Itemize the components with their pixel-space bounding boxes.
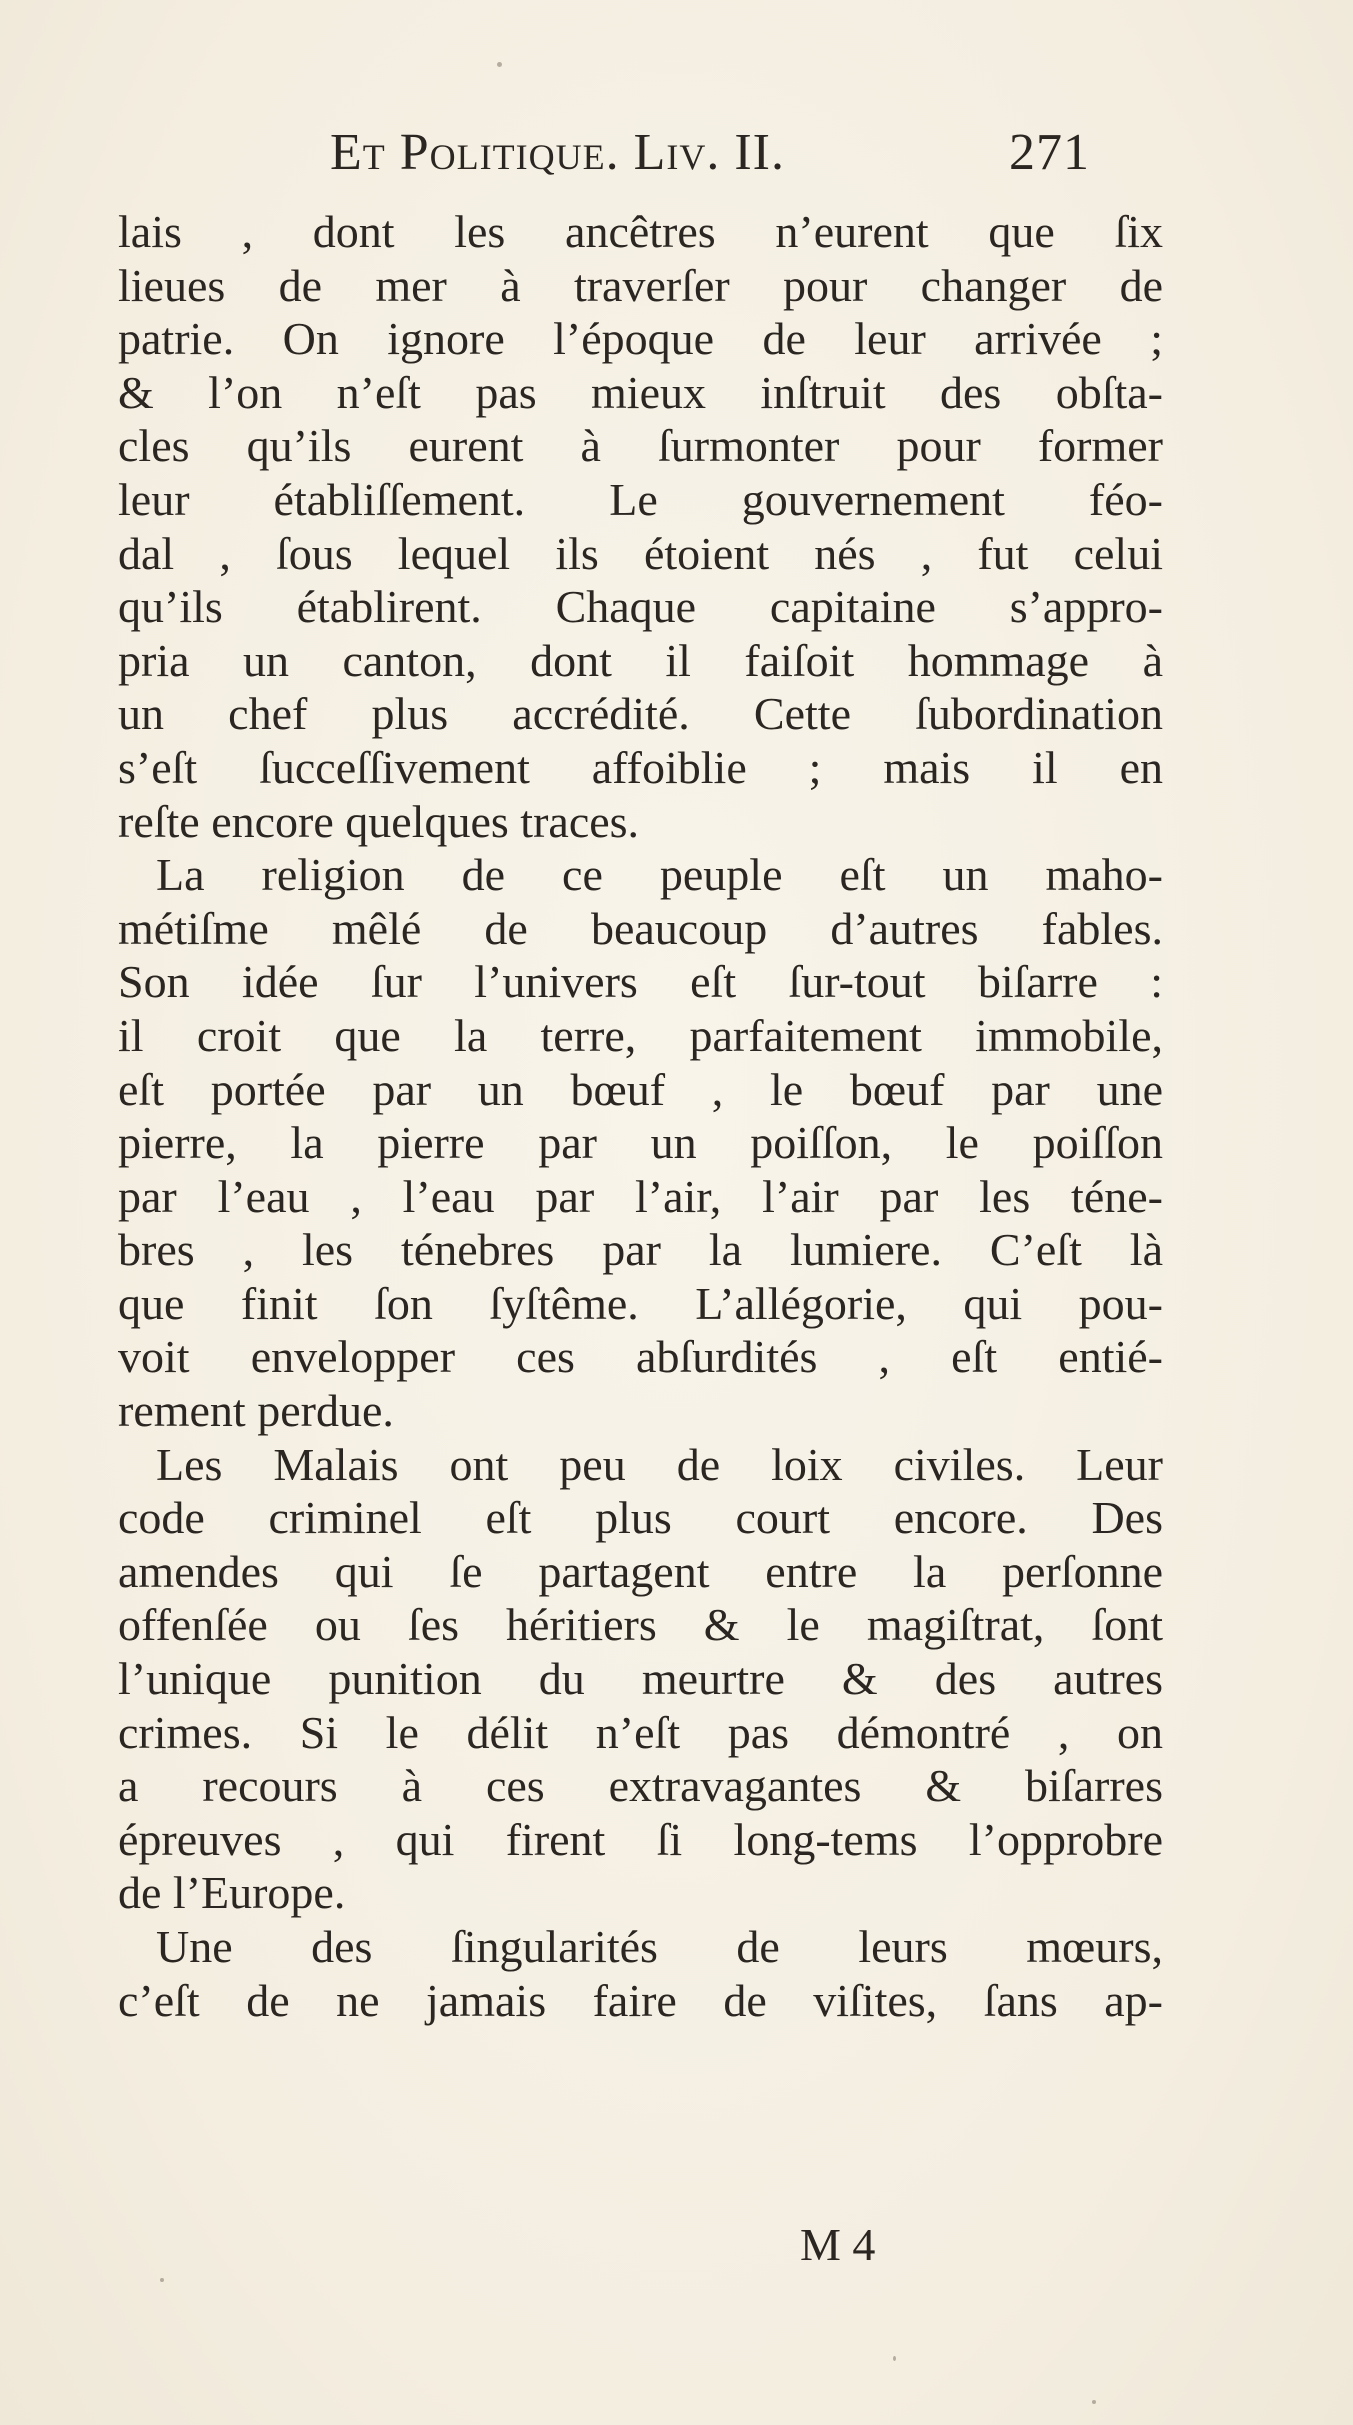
- text-line: il croit que la terre, parfaitement immobile,: [118, 1009, 1163, 1061]
- text-line: leur établiſſement. Le gouvernement féo-: [118, 473, 1163, 525]
- paper-speck: [497, 62, 502, 67]
- text-line: lais , dont les ancêtres n’eurent que ſix: [118, 206, 1163, 257]
- text-line: voit envelopper ces abſurdités , eſt entié-: [118, 1331, 1163, 1383]
- page-number: 271: [1009, 124, 1090, 181]
- paragraph-end-line: rement perdue.: [118, 1385, 394, 1437]
- paragraph-end-line: de l’Europe.: [118, 1867, 346, 1919]
- text-line: offenſée ou ſes héritiers & le magiſtrat, ſont: [118, 1599, 1163, 1651]
- text-line: & l’on n’eſt pas mieux inſtruit des obſta-: [118, 366, 1163, 418]
- text-line: par l’eau , l’eau par l’air, l’air par les téne-: [118, 1170, 1163, 1222]
- text-line: pierre, la pierre par un poiſſon, le poiſſon: [118, 1117, 1163, 1169]
- paper-speck: [160, 2278, 164, 2282]
- text-line: pria un canton, dont il faiſoit hommage à: [118, 634, 1163, 686]
- text-line: a recours à ces extravagantes & biſarres: [118, 1760, 1163, 1812]
- text-line: patrie. On ignore l’époque de leur arrivée ;: [118, 313, 1163, 365]
- paragraph-end-line: reſte encore quelques traces.: [118, 795, 640, 847]
- text-line: s’eſt ſucceſſivement affoiblie ; mais il en: [118, 741, 1163, 793]
- text-line: un chef plus accrédité. Cette ſubordination: [118, 688, 1163, 740]
- text-line: amendes qui ſe partagent entre la perſonne: [118, 1545, 1163, 1597]
- text-line: dal , ſous lequel ils étoient nés , fut celui: [118, 527, 1163, 579]
- text-line: qu’ils établirent. Chaque capitaine s’appro-: [118, 581, 1163, 633]
- text-line: code criminel eſt plus court encore. Des: [118, 1492, 1163, 1544]
- text-line: que finit ſon ſyſtême. L’allégorie, qui pou-: [118, 1277, 1163, 1329]
- paragraph-start-line: Les Malais ont peu de loix civiles. Leur: [156, 1438, 1163, 1490]
- signature-mark: M 4: [800, 2219, 876, 2270]
- text-line: métiſme mêlé de beaucoup d’autres fables.: [118, 902, 1163, 954]
- body-text: [118, 205, 1163, 2027]
- text-line: l’unique punition du meurtre & des autres: [118, 1653, 1163, 1705]
- text-line: épreuves , qui firent ſi long-tems l’opprobre: [118, 1813, 1163, 1865]
- text-line: Son idée ſur l’univers eſt ſur-tout biſarre :: [118, 956, 1163, 1008]
- paper-speck: [893, 2356, 896, 2361]
- text-line: cles qu’ils eurent à ſurmonter pour former: [118, 420, 1163, 472]
- running-head-title: Et Politique. Liv. II.: [330, 124, 785, 181]
- text-line: crimes. Si le délit n’eſt pas démontré , on: [118, 1706, 1163, 1758]
- text-line: eſt portée par un bœuf , le bœuf par une: [118, 1063, 1163, 1115]
- text-line: lieues de mer à traverſer pour changer de: [118, 259, 1163, 311]
- running-head: [330, 118, 1090, 188]
- paper-speck: [1092, 2400, 1096, 2404]
- paragraph-start-line: Une des ſingularités de leurs mœurs,: [156, 1921, 1163, 1972]
- text-line: bres , les ténebres par la lumiere. C’eſt là: [118, 1224, 1163, 1276]
- paragraph-start-line: La religion de ce peuple eſt un maho-: [156, 849, 1163, 901]
- text-line: c’eſt de ne jamais faire de viſites, ſans ap-: [118, 1974, 1163, 2026]
